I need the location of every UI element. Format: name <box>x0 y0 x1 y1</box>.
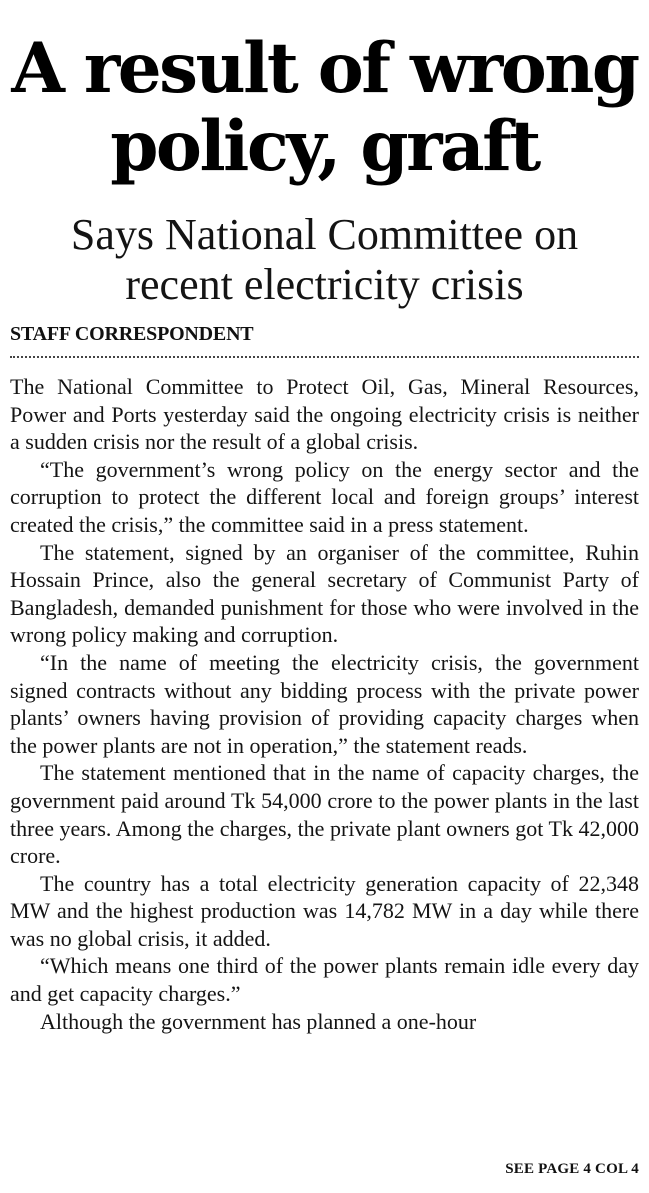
subheadline-line-2: recent electricity crisis <box>125 260 524 309</box>
body-paragraph: “The government’s wrong policy on the energy sector and the corruption to protect the different local and foreign groups’ interest created the crisis,” the committee said in a press statement. <box>10 456 639 537</box>
byline: STAFF CORRESPONDENT <box>10 323 254 345</box>
article-body <box>10 373 639 1035</box>
subheadline-line-1: Says National Committee on <box>70 210 579 259</box>
body-paragraph: The statement, signed by an organiser of the committee, Ruhin Hossain Prince, also the general secretary of Communist Party of Bangladesh, demanded punishment for those who were involved in the wrong policy making and corruption. <box>10 539 639 648</box>
dotted-divider <box>10 356 639 358</box>
headline-line-1: A result of wrong <box>11 28 638 109</box>
body-paragraph: “Which means one third of the power plants remain idle every day and get capacity charges.” <box>10 953 639 1007</box>
body-paragraph: Although the government has planned a one-hour <box>40 1008 477 1034</box>
body-paragraph: The National Committee to Protect Oil, Gas, Mineral Resources, Power and Ports yesterday said the ongoing electricity crisis is neither a sudden crisis nor the result of a global crisis. <box>10 374 639 455</box>
continued-on-page-notice: SEE PAGE 4 COL 4 <box>505 1161 639 1177</box>
body-paragraph: “In the name of meeting the electricity crisis, the government signed contracts without any bidding process with the private power plants’ owners having provision of providing capacity charges when the power plants are not in operation,” the statement reads. <box>10 649 639 758</box>
body-paragraph: The country has a total electricity generation capacity of 22,348 MW and the highest production was 14,782 MW in a day while there was no global crisis, it added. <box>10 870 639 951</box>
headline-line-2: policy, graft <box>110 106 539 187</box>
subheadline <box>0 210 649 310</box>
body-paragraph: The statement mentioned that in the name of capacity charges, the government paid around Tk 54,000 crore to the power plants in the last three years. Among the charges, the private plant owners got Tk 42,000 crore. <box>10 760 639 869</box>
headline <box>0 30 649 186</box>
